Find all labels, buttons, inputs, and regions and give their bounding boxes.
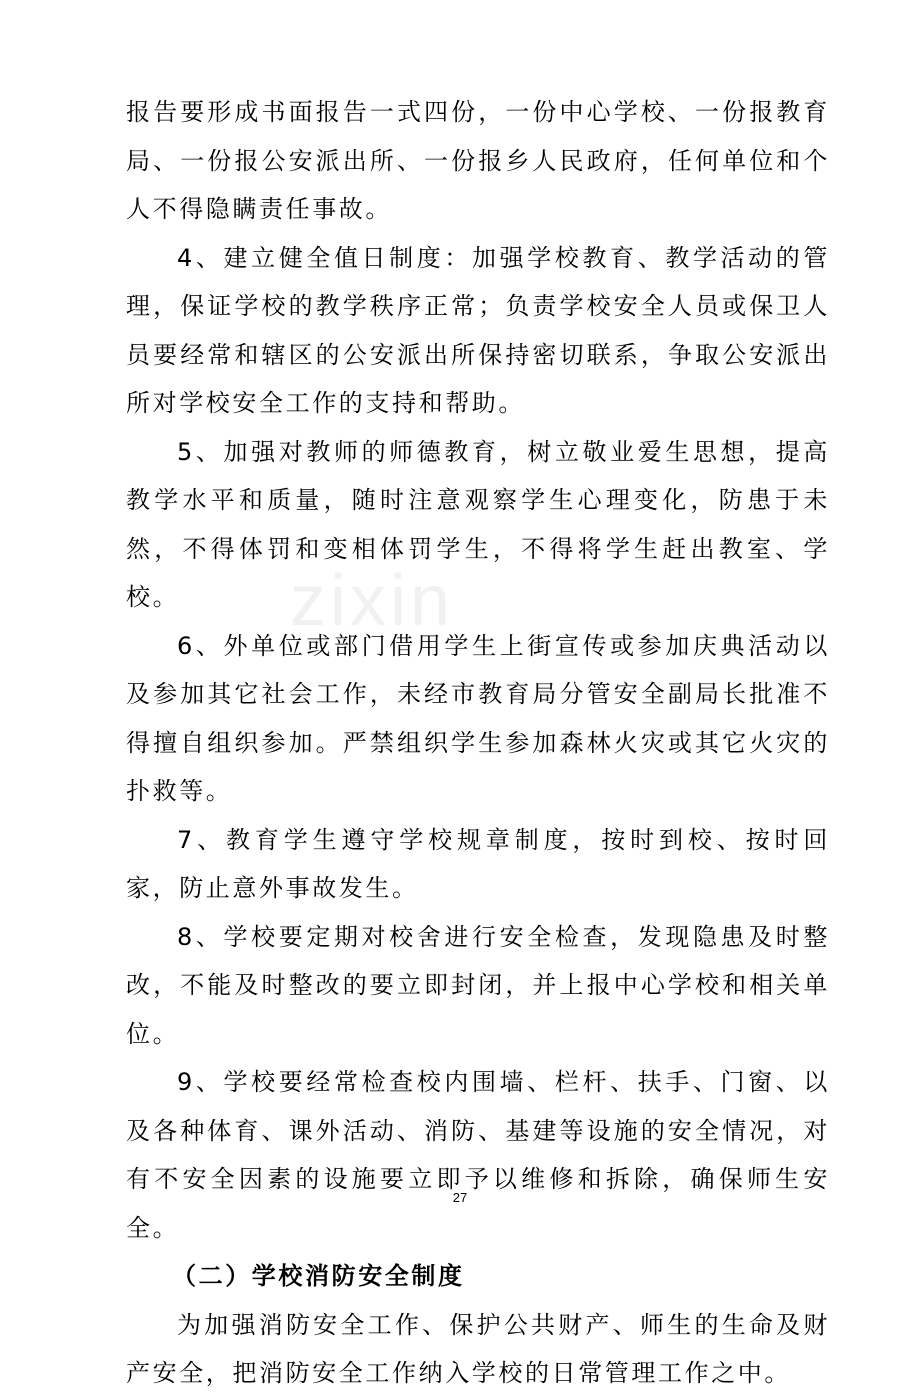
paragraph-item-4: 4、建立健全值日制度：加强学校教育、教学活动的管理，保证学校的教学秩序正常；负责学校安全人员或保卫人员要经常和辖区的公安派出所保持密切联系，争取公安派出所对学校安全工作的支持和帮助。 [126,243,830,417]
watermark: zixin [290,561,455,641]
paragraph-item-8: 8、学校要定期对校舍进行安全检查，发现隐患及时整改，不能及时整改的要立即封闭，并上报中心学校和相关单位。 [126,922,830,1048]
paragraph-item-5: 5、加强对教师的师德教育，树立敬业爱生思想，提高教学水平和质量，随时注意观察学生心理变化，防患于未然，不得体罚和变相体罚学生，不得将学生赶出教室、学校。 [126,437,830,611]
paragraph-item-6: 6、外单位或部门借用学生上街宣传或参加庆典活动以及参加其它社会工作，未经市教育局分管安全副局长批准不得擅自组织参加。严禁组织学生参加森林火灾或其它火灾的扑救等。 [126,631,830,805]
paragraph-continuation: 报告要形成书面报告一式四份，一份中心学校、一份报教育局、一份报公安派出所、一份报乡人民政府，任何单位和个人不得隐瞒责任事故。 [126,98,830,223]
section-heading: （二）学校消防安全制度 [172,1262,465,1290]
page-number: 27 [452,1190,468,1205]
paragraph-item-7: 7、教育学生遵守学校规章制度，按时到校、按时回家，防止意外事故发生。 [126,825,830,902]
paragraph-fire-safety-intro: 为加强消防安全工作、保护公共财产、师生的生命及财产安全，把消防安全工作纳入学校的日常管理工作之中。 [126,1310,830,1387]
paragraph-item-9: 9、学校要经常检查校内围墙、栏杆、扶手、门窗、以及各种体育、课外活动、消防、基建等设施的安全情况，对有不安全因素的设施要立即予以维修和拆除，确保师生安全。 [126,1068,830,1242]
